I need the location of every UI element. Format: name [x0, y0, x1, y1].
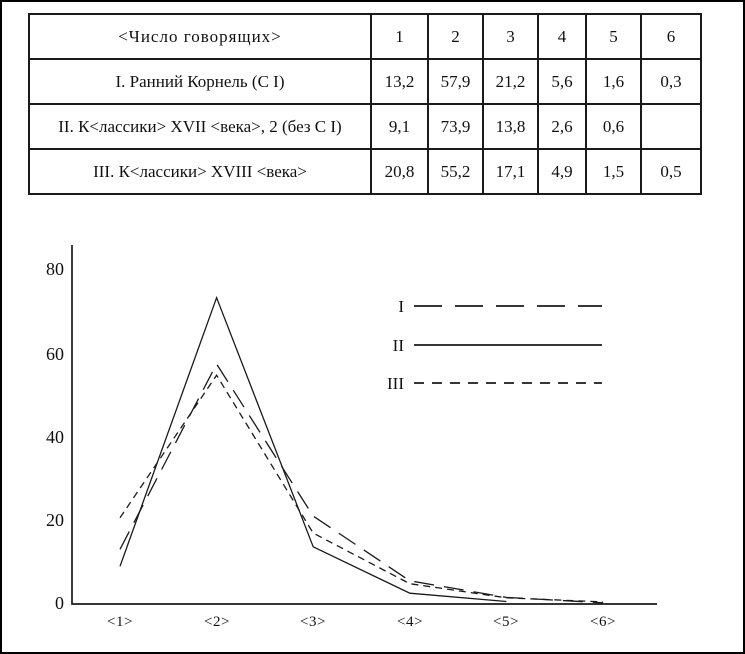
row-I-value-5: 1,6 [586, 59, 641, 104]
row-II-value-5: 0,6 [586, 104, 641, 149]
row-III-value-2: 55,2 [428, 149, 483, 194]
col-header-3: 3 [483, 14, 538, 59]
legend-label-II: II [392, 336, 404, 355]
y-tick-40: 40 [46, 427, 64, 447]
col-header-1: 1 [371, 14, 428, 59]
x-tick-5: <5> [493, 614, 519, 630]
row-I-value-3: 21,2 [483, 59, 538, 104]
series-II-line [120, 298, 506, 602]
series-I-line [120, 364, 603, 603]
row-III-value-5: 1,5 [586, 149, 641, 194]
row-II-value-1: 9,1 [371, 104, 428, 149]
row-I-value-6: 0,3 [641, 59, 701, 104]
row-III-value-4: 4,9 [538, 149, 586, 194]
row-III-value-6: 0,5 [641, 149, 701, 194]
row-III-value-1: 20,8 [371, 149, 428, 194]
col-header-4: 4 [538, 14, 586, 59]
y-tick-20: 20 [46, 510, 64, 530]
row-II-value-2: 73,9 [428, 104, 483, 149]
legend-label-III: III [387, 374, 404, 393]
col-header-6: 6 [641, 14, 701, 59]
distribution-line-chart [2, 2, 745, 654]
col-header-2: 2 [428, 14, 483, 59]
row-II-label: II. К<лассики> XVII <века>, 2 (без С I) [29, 104, 371, 149]
row-II-value-4: 2,6 [538, 104, 586, 149]
y-tick-60: 60 [46, 344, 64, 364]
col-header-5: 5 [586, 14, 641, 59]
row-III-value-3: 17,1 [483, 149, 538, 194]
row-I-value-1: 13,2 [371, 59, 428, 104]
row-II-value-3: 13,8 [483, 104, 538, 149]
y-axis-ticks [46, 259, 64, 613]
legend-label-I: I [398, 297, 404, 316]
x-tick-3: <3> [300, 614, 326, 630]
x-tick-6: <6> [590, 614, 616, 630]
x-tick-4: <4> [397, 614, 423, 630]
row-I-value-4: 5,6 [538, 59, 586, 104]
chart-legend [387, 297, 602, 393]
y-tick-80: 80 [46, 259, 64, 279]
row-III-label: III. К<лассики> XVIII <века> [29, 149, 371, 194]
row-I-label: I. Ранний Корнель (С I) [29, 59, 371, 104]
row-I-value-2: 57,9 [428, 59, 483, 104]
y-tick-0: 0 [55, 593, 64, 613]
table-title-cell: <Число говорящих> [29, 14, 371, 59]
x-tick-1: <1> [107, 614, 133, 630]
x-tick-2: <2> [204, 614, 230, 630]
x-axis-ticks [107, 614, 616, 630]
